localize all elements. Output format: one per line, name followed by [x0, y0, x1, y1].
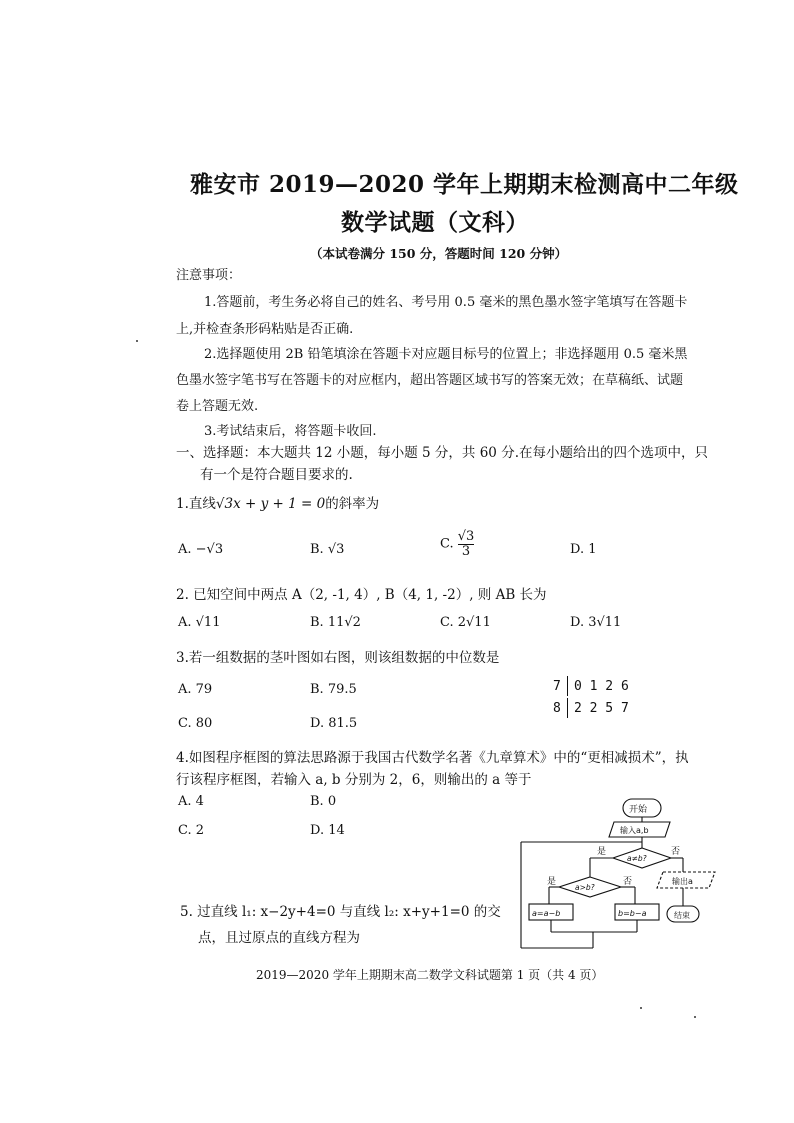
- flowchart-cond1-label: a≠b?: [627, 854, 647, 863]
- notice-line: 3.考试结束后，将答题卡收回.: [204, 424, 377, 439]
- q1-option-b: B. √3: [310, 542, 345, 557]
- flowchart-assign-a-label: a=a−b: [532, 909, 561, 918]
- question-5-line1: 5. 过直线 l₁: x−2y+4=0 与直线 l₂: x+y+1=0 的交: [180, 904, 501, 920]
- q2-option-c: C. 2√11: [440, 615, 491, 630]
- section-heading: 一、选择题：本大题共 12 小题，每小题 5 分，共 60 分.在每小题给出的四个选项中，只: [176, 445, 708, 461]
- question-1: [176, 492, 379, 512]
- question-5-line2: 点，且过原点的直线方程为: [198, 930, 360, 946]
- stem-leaf-row: [553, 676, 629, 696]
- q2-option-b: B. 11√2: [310, 615, 361, 630]
- q4-option-c: C. 2: [178, 823, 205, 838]
- q3-option-a: A. 79: [178, 682, 213, 697]
- scan-speck: [640, 1007, 642, 1009]
- stem-leaf-plot: [553, 676, 629, 718]
- flowchart-no-label: 否: [671, 847, 681, 857]
- flowchart-output-label: 输出a: [672, 877, 693, 886]
- fraction-denominator: 3: [461, 543, 471, 559]
- notice-heading: 注意事项：: [176, 268, 242, 283]
- q1-option-a: A. −√3: [178, 542, 224, 557]
- section-heading-cont: 有一个是符合题目要求的.: [200, 467, 353, 483]
- flowchart-assign-b-label: b=b−a: [618, 909, 647, 918]
- q1-prefix: 1.直线: [176, 496, 216, 512]
- page-footer: 2019—2020 学年上期期末高二数学文科试题第 1 页（共 4 页）: [256, 968, 604, 982]
- notice-line: 卷上答题无效.: [176, 399, 259, 414]
- question-4-line1: 4.如图程序框图的算法思路源于我国古代数学名著《九章算术》中的“更相减损术”，执: [176, 750, 689, 766]
- stem-value: 7: [553, 678, 561, 694]
- flowchart-start-label: 开始: [629, 805, 648, 815]
- stem-value: 8: [553, 700, 561, 716]
- scan-speck: [136, 340, 138, 342]
- notice-line: 上,并检查条形码粘贴是否正确.: [176, 322, 354, 337]
- q1-suffix: 的斜率为: [325, 496, 380, 512]
- exam-subtitle: 数学试题（文科）: [341, 209, 529, 236]
- scan-speck: [694, 1016, 696, 1018]
- notice-line: 1.答题前，考生务必将自己的姓名、考号用 0.5 毫米的黑色墨水签字笔填写在答题卡: [204, 295, 688, 310]
- question-2: 2. 已知空间中两点 A（2, -1, 4）, B（4, 1, -2）, 则 AB 长为: [176, 587, 547, 603]
- exam-title: 雅安市 2019—2020 学年上期期末检测高中二年级: [190, 171, 739, 198]
- q1-option-c-fraction: [458, 530, 475, 558]
- exam-note: （本试卷满分 150 分，答题时间 120 分钟）: [310, 246, 568, 261]
- q2-option-a: A. √11: [178, 615, 221, 630]
- stem-leaf-row: [553, 698, 629, 718]
- q2-option-d: D. 3√11: [570, 615, 622, 630]
- q4-option-d: D. 14: [310, 823, 345, 838]
- stem-divider: [567, 698, 568, 718]
- fraction-numerator: √3: [457, 529, 475, 544]
- q1-option-c: [440, 530, 474, 558]
- flowchart-cond2-label: a>b?: [575, 883, 595, 892]
- q1-expression: √3x + y + 1 = 0: [215, 496, 326, 512]
- leaf-values: 0 1 2 6: [574, 678, 629, 694]
- q3-option-d: D. 81.5: [310, 716, 358, 731]
- question-4-line2: 行该程序框图，若输入 a, b 分别为 2，6，则输出的 a 等于: [176, 772, 532, 788]
- flowchart-no-label: 否: [623, 877, 633, 887]
- q1-option-c-label: C.: [440, 536, 454, 552]
- question-3: 3.若一组数据的茎叶图如右图，则该组数据的中位数是: [176, 650, 500, 666]
- q4-option-b: B. 0: [310, 794, 337, 809]
- q3-option-c: C. 80: [178, 716, 213, 731]
- q1-option-d: D. 1: [570, 542, 597, 557]
- q4-option-a: A. 4: [178, 794, 204, 809]
- flowchart-yes-label: 是: [547, 877, 557, 887]
- flowchart: [515, 796, 725, 956]
- notice-line: 2.选择题使用 2B 铅笔填涂在答题卡对应题目标号的位置上；非选择题用 0.5 毫米黑: [204, 347, 688, 362]
- flowchart-input-label: 输入a,b: [620, 826, 649, 835]
- flowchart-yes-label: 是: [597, 847, 607, 857]
- notice-line: 色墨水签字笔书写在答题卡的对应框内，超出答题区域书写的答案无效；在草稿纸、试题: [176, 373, 684, 388]
- leaf-values: 2 2 5 7: [574, 700, 629, 716]
- q3-option-b: B. 79.5: [310, 682, 357, 697]
- flowchart-end-label: 结束: [674, 911, 690, 920]
- stem-divider: [567, 676, 568, 696]
